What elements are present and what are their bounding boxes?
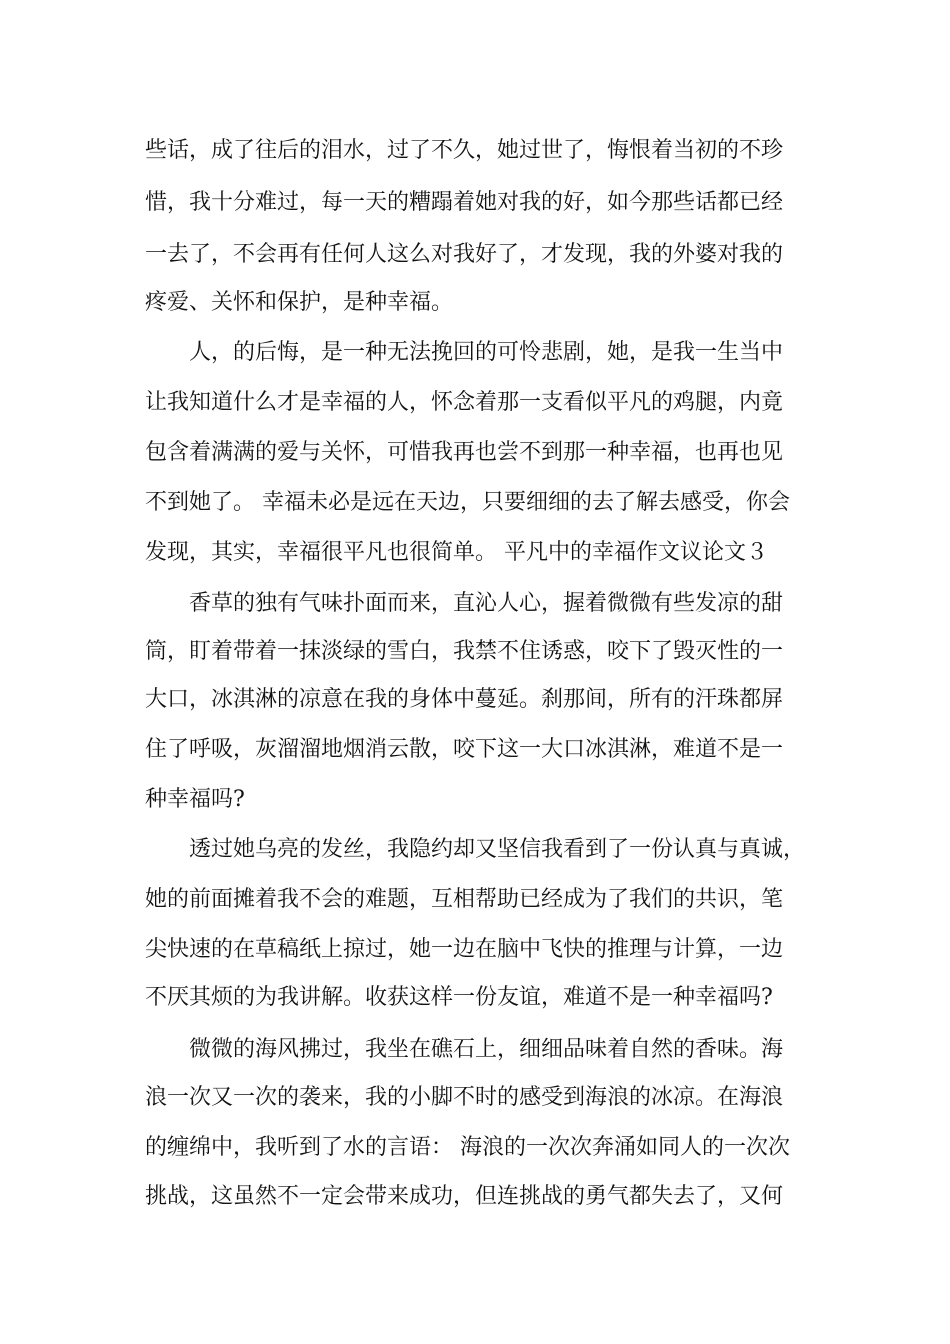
text-line: 让我知道什么才是幸福的人，怀念着那一支看似平凡的鸡腿，内竟 [145, 390, 784, 415]
text-line: 包含着满满的爱与关怀，可惜我再也尝不到那一种幸福，也再也见 [145, 440, 784, 465]
text-line: 惜，我十分难过，每一天的糟蹋着她对我的好，如今那些话都已经 [145, 190, 784, 215]
text-line: 疼爱、关怀和保护，是种幸福。 [145, 290, 454, 315]
text-line: 尖快速的在草稿纸上掠过，她一边在脑中飞快的推理与计算，一边 [145, 937, 784, 962]
text-line: 一去了，不会再有任何人这么对我好了，才发现，我的外婆对我的 [145, 242, 784, 267]
text-line: 大口，冰淇淋的凉意在我的身体中蔓延。刹那间，所有的汗珠都屏 [145, 687, 784, 712]
text-line: 香草的独有气味扑面而来，直沁人心，握着微微有些发凉的甜 [189, 591, 784, 616]
text-line: 微微的海风拂过，我坐在礁石上，细细品味着自然的香味。海 [189, 1037, 784, 1062]
text-line: 种幸福吗? [145, 787, 245, 812]
text-line: 发现，其实，幸福很平凡也很简单。 平凡中的幸福作文议论文３ [145, 540, 768, 565]
text-line: 不厌其烦的为我讲解。收获这样一份友谊，难道不是一种幸福吗? [145, 985, 773, 1010]
text-line: 不到她了。 幸福未必是远在天边，只要细细的去了解去感受，你会 [145, 490, 790, 515]
text-line: 住了呼吸，灰溜溜地烟消云散，咬下这一大口冰淇淋，难道不是一 [145, 737, 784, 762]
text-line: 浪一次又一次的袭来，我的小脚不时的感受到海浪的冰凉。在海浪 [145, 1085, 784, 1110]
text-line: 透过她乌亮的发丝，我隐约却又坚信我看到了一份认真与真诚， [189, 837, 806, 862]
text-line: 她的前面摊着我不会的难题，互相帮助已经成为了我们的共识，笔 [145, 887, 784, 912]
text-line: 些话，成了往后的泪水，过了不久，她过世了，悔恨着当初的不珍 [145, 138, 784, 163]
text-line: 人，的后悔，是一种无法挽回的可怜悲剧，她，是我一生当中 [189, 340, 784, 365]
text-line: 的缠绵中，我听到了水的言语： 海浪的一次次奔涌如同人的一次次 [145, 1135, 790, 1160]
text-line: 挑战，这虽然不一定会带来成功，但连挑战的勇气都失去了，又何 [145, 1184, 784, 1209]
text-line: 筒，盯着带着一抹淡绿的雪白，我禁不住诱惑，咬下了毁灭性的一 [145, 639, 784, 664]
